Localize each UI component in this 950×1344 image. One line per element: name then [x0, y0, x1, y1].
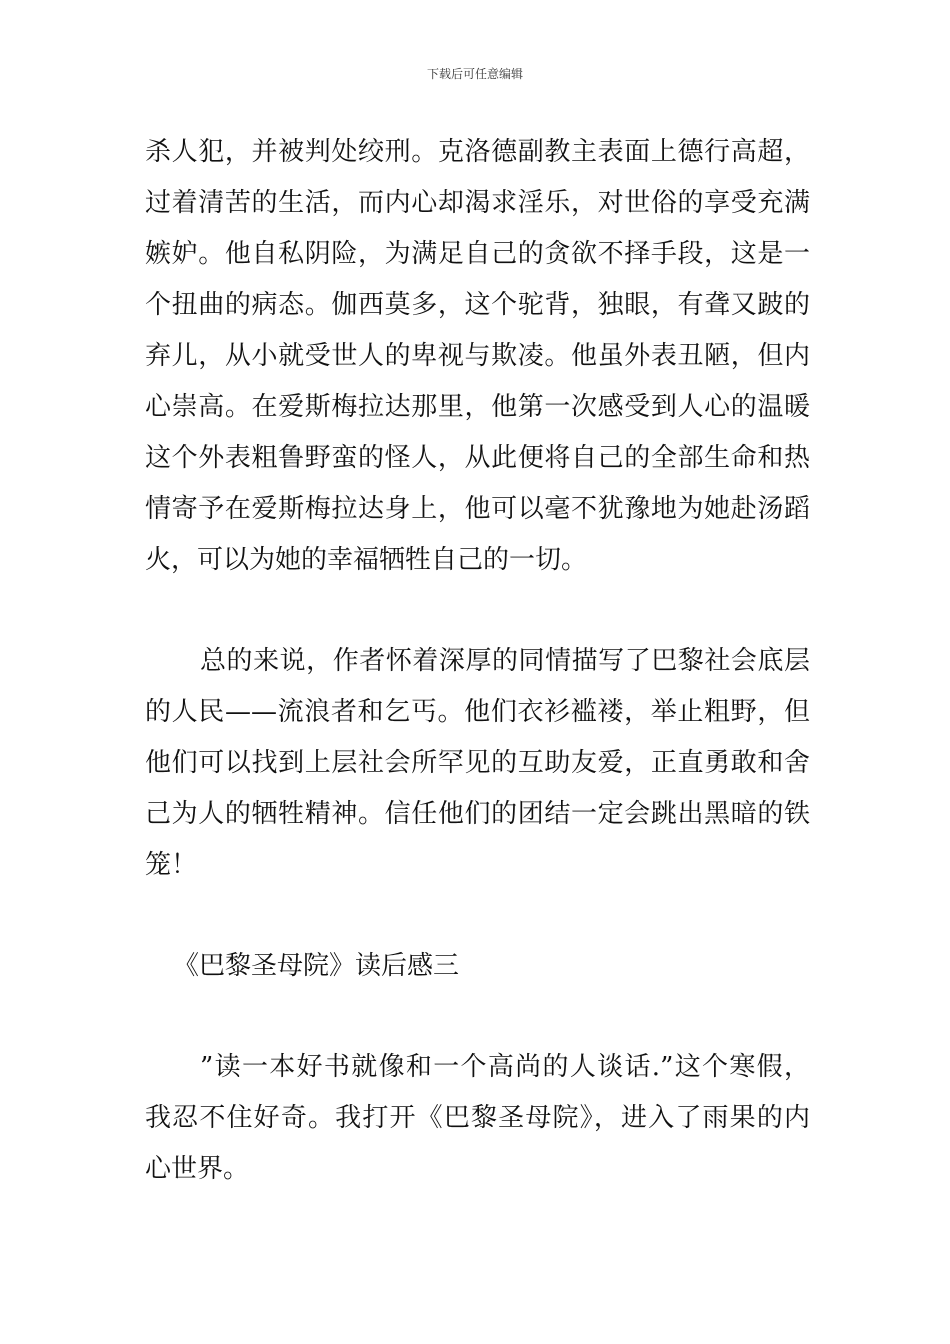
text-line: 笼！ [145, 850, 198, 880]
text-line: 总的来说，作者怀着深厚的同情描写了巴黎社会底层 [200, 646, 810, 676]
text-line: 杀人犯，并被判处绞刑。克洛德副教主表面上德行高超， [145, 137, 810, 167]
text-line: 心崇高。在爱斯梅拉达那里，他第一次感受到人心的温暖 [145, 392, 810, 422]
paragraph-spacer [145, 586, 810, 636]
text-line: 我忍不住好奇。我打开《巴黎圣母院》，进入了雨果的内 [145, 1103, 810, 1133]
text-line: 己为人的牺牲精神。信任他们的团结一定会跳出黑暗的铁 [145, 799, 810, 829]
section-heading: 《巴黎圣母院》读后感三 [173, 951, 460, 981]
text-line: 这个外表粗鲁野蛮的怪人，从此便将自己的全部生命和热 [145, 443, 810, 473]
text-line: 个扭曲的病态。伽西莫多，这个驼背，独眼，有聋又跛的 [145, 290, 810, 320]
text-line: 心世界。 [145, 1154, 250, 1184]
text-line: 弃儿，从小就受世人的卑视与欺凌。他虽外表丑陋，但内 [145, 341, 810, 371]
paragraph-2 [145, 636, 810, 891]
text-line: 他们可以找到上层社会所罕见的互助友爱，正直勇敢和舍 [145, 748, 810, 778]
document-body [145, 127, 810, 1195]
text-line: 火，可以为她的幸福牺牲自己的一切。 [145, 545, 588, 575]
paragraph-1 [145, 127, 810, 586]
page-header-note: 下载后可任意编辑 [426, 67, 523, 81]
text-line: ”读一本好书就像和一个高尚的人谈话.”这个寒假， [200, 1052, 810, 1082]
paragraph-spacer [145, 992, 810, 1042]
paragraph-3 [145, 1042, 810, 1195]
text-line: 的人民——流浪者和乞丐。他们衣衫褴褛，举止粗野，但 [145, 697, 810, 727]
text-line: 情寄予在爱斯梅拉达身上，他可以毫不犹豫地为她赴汤蹈 [145, 494, 810, 524]
text-line: 过着清苦的生活，而内心却渴求淫乐，对世俗的享受充满 [145, 188, 810, 218]
text-line: 嫉妒。他自私阴险，为满足自己的贪欲不择手段，这是一 [145, 239, 810, 269]
paragraph-spacer [145, 891, 810, 941]
